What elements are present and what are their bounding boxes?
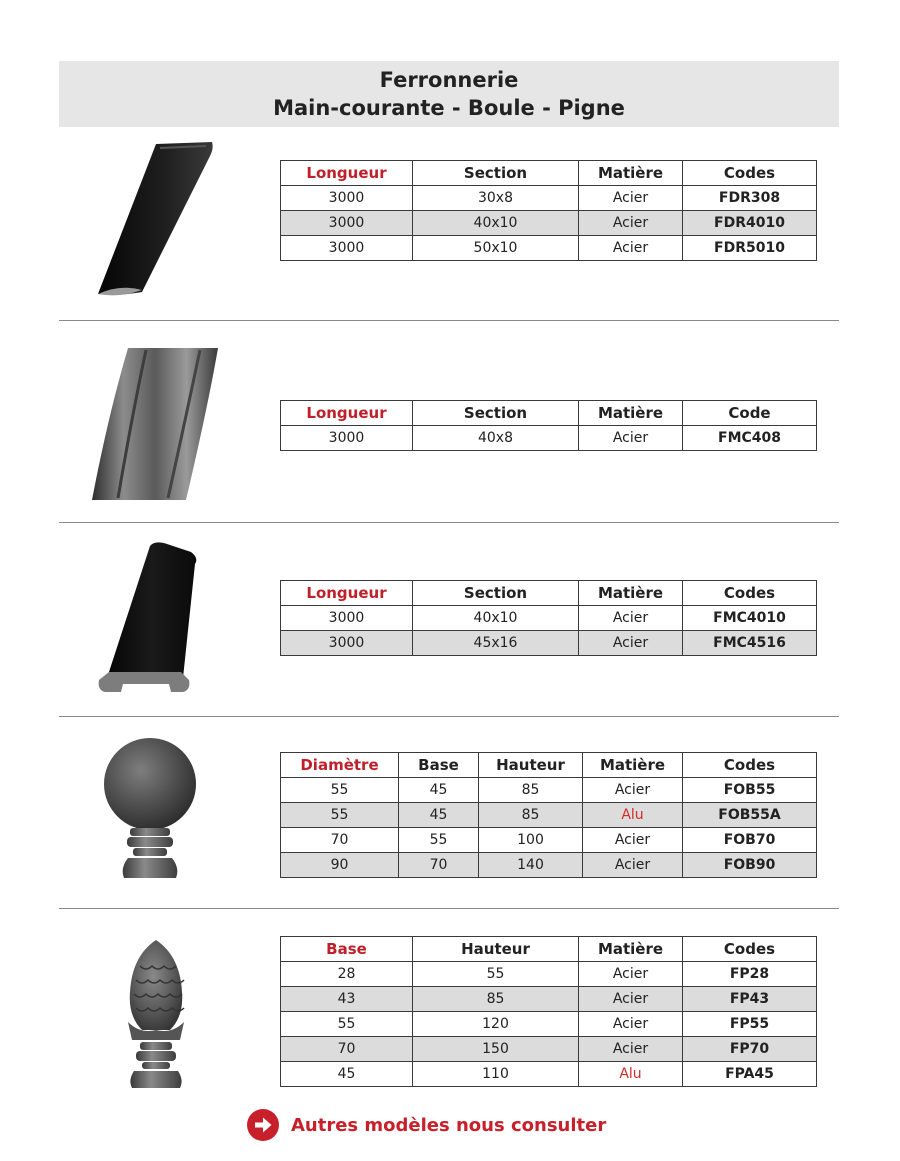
table-row bbox=[281, 803, 817, 828]
product-code: FMC408 bbox=[683, 426, 817, 451]
table-cell: 55 bbox=[399, 828, 479, 853]
product-code: FMC4516 bbox=[683, 631, 817, 656]
product-photo-pinecone-finial bbox=[110, 936, 202, 1092]
table-cell: Acier bbox=[579, 236, 683, 261]
product-code: FOB90 bbox=[683, 853, 817, 878]
table-cell: Acier bbox=[583, 853, 683, 878]
table-cell: 85 bbox=[479, 803, 583, 828]
product-code: FMC4010 bbox=[683, 606, 817, 631]
table-cell: 90 bbox=[281, 853, 399, 878]
table-row bbox=[281, 962, 817, 987]
column-header: Section bbox=[413, 161, 579, 186]
product-code: FP70 bbox=[683, 1037, 817, 1062]
product-code: FPA45 bbox=[683, 1062, 817, 1087]
table-row bbox=[281, 631, 817, 656]
page-title: Ferronnerie bbox=[379, 68, 519, 92]
column-header: Codes bbox=[683, 753, 817, 778]
table-cell: 3000 bbox=[281, 606, 413, 631]
spec-table-handrail-bar bbox=[280, 580, 817, 656]
column-header: Matière bbox=[579, 161, 683, 186]
table-cell: 3000 bbox=[281, 631, 413, 656]
table-cell: Acier bbox=[579, 631, 683, 656]
table-cell: 55 bbox=[413, 962, 579, 987]
table-cell: 55 bbox=[281, 778, 399, 803]
product-code: FDR308 bbox=[683, 186, 817, 211]
column-header: Base bbox=[281, 937, 413, 962]
table-row bbox=[281, 606, 817, 631]
table-row bbox=[281, 1012, 817, 1037]
table-cell: 55 bbox=[281, 1012, 413, 1037]
table-cell: Acier bbox=[579, 606, 683, 631]
section-divider bbox=[59, 716, 839, 717]
section-divider bbox=[59, 908, 839, 909]
product-code: FP28 bbox=[683, 962, 817, 987]
table-cell: Acier bbox=[583, 828, 683, 853]
table-cell: 3000 bbox=[281, 426, 413, 451]
spec-table-pinecone-finial bbox=[280, 936, 817, 1087]
spec-table-steel-channel bbox=[280, 400, 817, 451]
page-header bbox=[59, 61, 839, 127]
table-cell: 110 bbox=[413, 1062, 579, 1087]
table-row bbox=[281, 426, 817, 451]
spec-table-flat-handrail bbox=[280, 160, 817, 261]
table-cell: 45 bbox=[399, 803, 479, 828]
table-cell: 55 bbox=[281, 803, 399, 828]
table-row bbox=[281, 1062, 817, 1087]
product-code: FOB70 bbox=[683, 828, 817, 853]
table-cell: 28 bbox=[281, 962, 413, 987]
table-cell: 3000 bbox=[281, 236, 413, 261]
table-cell: 150 bbox=[413, 1037, 579, 1062]
table-cell: Alu bbox=[579, 1062, 683, 1087]
table-cell: 45x16 bbox=[413, 631, 579, 656]
table-cell: Acier bbox=[579, 1012, 683, 1037]
section-divider bbox=[59, 320, 839, 321]
product-code: FP55 bbox=[683, 1012, 817, 1037]
column-header: Codes bbox=[683, 581, 817, 606]
table-cell: 140 bbox=[479, 853, 583, 878]
table-cell: Acier bbox=[579, 426, 683, 451]
arrow-right-circle-icon bbox=[247, 1109, 279, 1141]
column-header: Longueur bbox=[281, 581, 413, 606]
table-cell: 40x10 bbox=[413, 211, 579, 236]
table-row bbox=[281, 828, 817, 853]
table-row bbox=[281, 236, 817, 261]
table-row bbox=[281, 778, 817, 803]
table-cell: 3000 bbox=[281, 211, 413, 236]
table-cell: 50x10 bbox=[413, 236, 579, 261]
table-cell: Acier bbox=[579, 987, 683, 1012]
table-row bbox=[281, 211, 817, 236]
table-cell: 85 bbox=[413, 987, 579, 1012]
table-cell: 30x8 bbox=[413, 186, 579, 211]
column-header: Base bbox=[399, 753, 479, 778]
product-photo-flat-handrail bbox=[90, 138, 220, 298]
column-header: Section bbox=[413, 401, 579, 426]
table-row bbox=[281, 186, 817, 211]
table-row bbox=[281, 1037, 817, 1062]
column-header: Hauteur bbox=[413, 937, 579, 962]
product-code: FOB55 bbox=[683, 778, 817, 803]
table-cell: 40x10 bbox=[413, 606, 579, 631]
table-header-row bbox=[281, 161, 817, 186]
table-cell: 70 bbox=[281, 1037, 413, 1062]
column-header: Matière bbox=[579, 401, 683, 426]
column-header: Diamètre bbox=[281, 753, 399, 778]
table-cell: 100 bbox=[479, 828, 583, 853]
table-cell: Acier bbox=[579, 186, 683, 211]
product-code: FP43 bbox=[683, 987, 817, 1012]
column-header: Codes bbox=[683, 937, 817, 962]
product-photo-handrail-bar bbox=[95, 538, 205, 696]
column-header: Matière bbox=[583, 753, 683, 778]
table-cell: 3000 bbox=[281, 186, 413, 211]
table-header-row bbox=[281, 581, 817, 606]
table-cell: Alu bbox=[583, 803, 683, 828]
column-header: Codes bbox=[683, 161, 817, 186]
table-cell: 85 bbox=[479, 778, 583, 803]
page-subtitle: Main-courante - Boule - Pigne bbox=[273, 96, 625, 120]
table-cell: 45 bbox=[281, 1062, 413, 1087]
cta-label[interactable]: Autres modèles nous consulter bbox=[291, 1114, 607, 1136]
column-header: Code bbox=[683, 401, 817, 426]
table-cell: Acier bbox=[579, 1037, 683, 1062]
table-cell: 40x8 bbox=[413, 426, 579, 451]
contact-cta[interactable] bbox=[247, 1109, 606, 1141]
table-row bbox=[281, 853, 817, 878]
column-header: Longueur bbox=[281, 161, 413, 186]
spec-table-ball-finial bbox=[280, 752, 817, 878]
table-cell: Acier bbox=[579, 211, 683, 236]
column-header: Matière bbox=[579, 937, 683, 962]
table-cell: 45 bbox=[399, 778, 479, 803]
table-row bbox=[281, 987, 817, 1012]
column-header: Section bbox=[413, 581, 579, 606]
product-code: FDR5010 bbox=[683, 236, 817, 261]
table-cell: Acier bbox=[579, 962, 683, 987]
table-cell: 120 bbox=[413, 1012, 579, 1037]
section-divider bbox=[59, 522, 839, 523]
product-photo-steel-channel bbox=[88, 346, 223, 502]
product-code: FOB55A bbox=[683, 803, 817, 828]
table-cell: 70 bbox=[399, 853, 479, 878]
column-header: Matière bbox=[579, 581, 683, 606]
product-code: FDR4010 bbox=[683, 211, 817, 236]
table-cell: Acier bbox=[583, 778, 683, 803]
column-header: Hauteur bbox=[479, 753, 583, 778]
table-cell: 70 bbox=[281, 828, 399, 853]
table-header-row bbox=[281, 753, 817, 778]
table-header-row bbox=[281, 937, 817, 962]
product-photo-ball-finial bbox=[100, 736, 200, 884]
table-cell: 43 bbox=[281, 987, 413, 1012]
column-header: Longueur bbox=[281, 401, 413, 426]
table-header-row bbox=[281, 401, 817, 426]
